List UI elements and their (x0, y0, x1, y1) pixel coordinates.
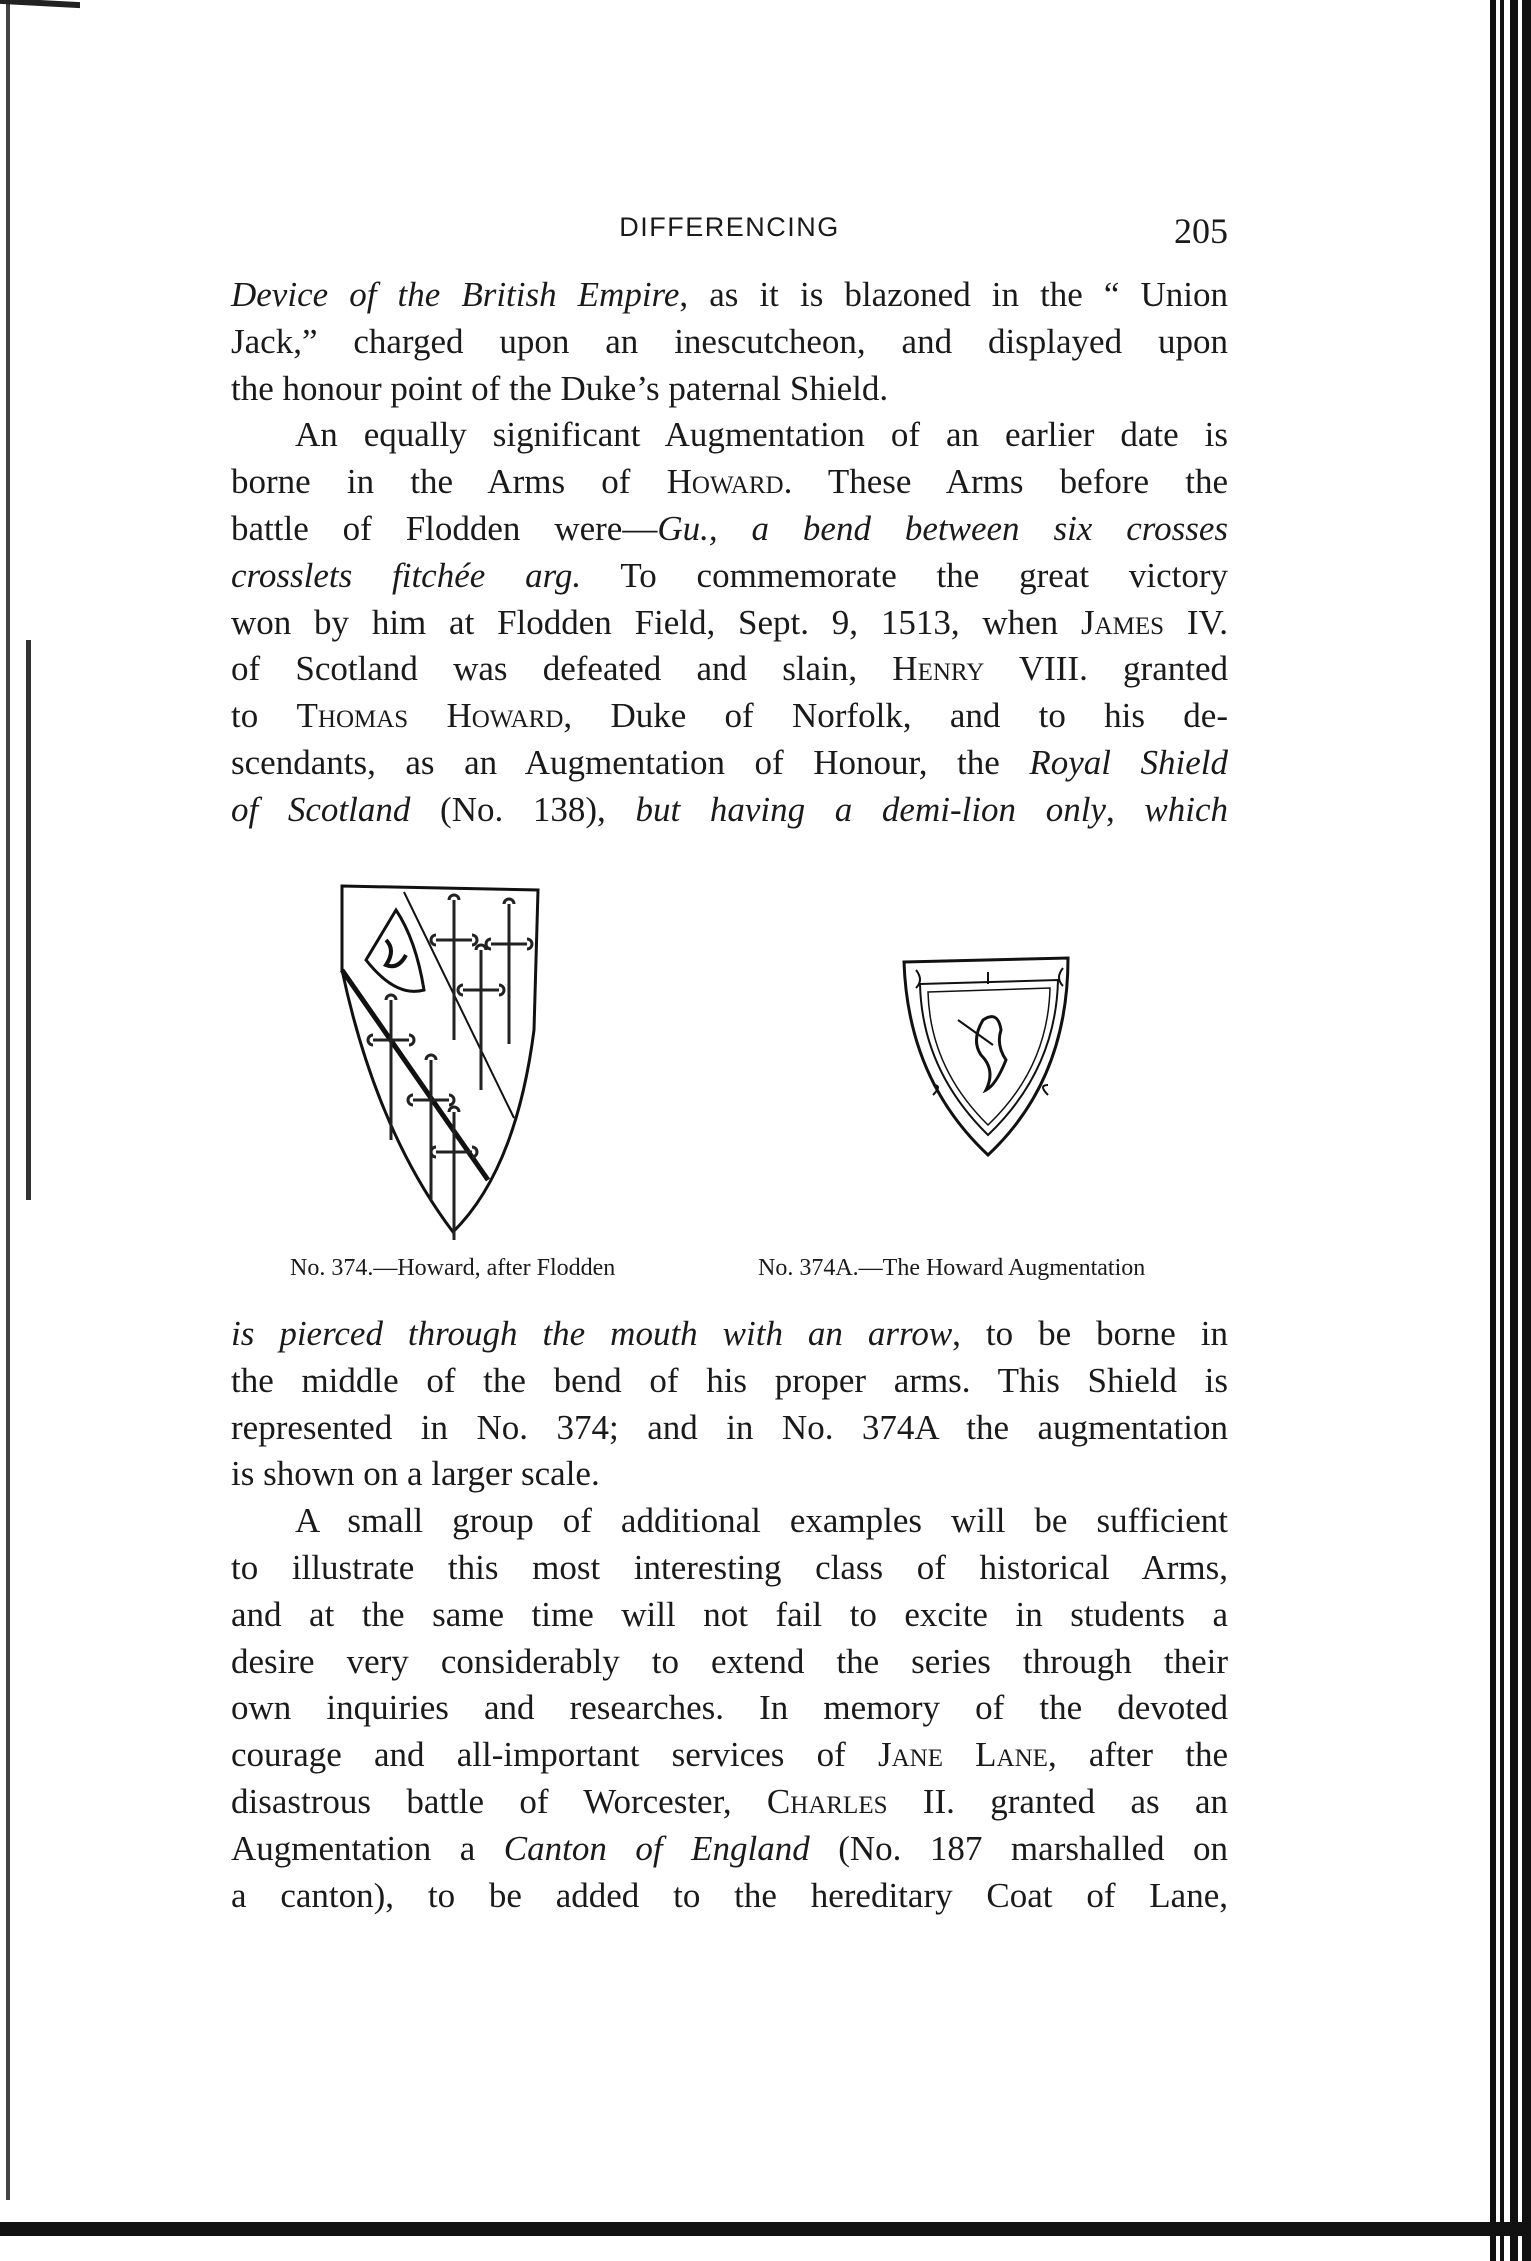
italic-text: Royal Shield (1029, 742, 1228, 782)
running-head-title: DIFFERENCING (619, 212, 840, 242)
text-line (231, 366, 1228, 413)
text-run: VIII. granted (984, 649, 1228, 689)
text-line (231, 1545, 1228, 1592)
text-run: II. granted as an (887, 1781, 1229, 1821)
text-run: To commemorate the great victory (581, 555, 1228, 595)
text-run: (No. 187 marshalled on (809, 1828, 1228, 1868)
small-caps-name: James (1080, 602, 1165, 642)
text-run: . These Arms before the (783, 462, 1228, 502)
right-page-edge (1510, 0, 1518, 2261)
paragraph-block-bottom (231, 1311, 1228, 1919)
text-run: own inquiries and researches. In memory of the devoted (231, 1688, 1228, 1728)
text-run: of Scotland was defeated and slain, (231, 649, 893, 689)
text-line (231, 1685, 1228, 1732)
small-caps-name: Charles (766, 1781, 888, 1821)
text-run: won by him at Flodden Field, Sept. 9, 1513, when (231, 602, 1081, 642)
text-line (231, 1873, 1228, 1920)
page-number: 205 (1174, 211, 1228, 251)
text-run: a canton), to be added to the hereditary Coat of Lane, (231, 1875, 1228, 1915)
figure-caption-374: No. 374.—Howard, after Flodden (290, 1255, 616, 1281)
text-run: disastrous battle of Worcester, (231, 1781, 767, 1821)
text-line (231, 1358, 1228, 1405)
right-page-edge (1500, 0, 1504, 2261)
text-line (231, 553, 1228, 600)
text-run: to (231, 696, 297, 736)
left-binding-shadow (26, 640, 31, 1200)
text-run: , after the (1047, 1735, 1228, 1775)
text-run: (No. 138), (410, 789, 636, 829)
text-run: , (1105, 789, 1145, 829)
text-run: , as it is blazoned in the “ Union (679, 275, 1228, 314)
text-line (231, 646, 1228, 693)
small-caps-name: Thomas Howard (296, 696, 564, 736)
text-run: the honour point of the Duke’s paternal Shield. (231, 368, 889, 408)
italic-text: Device of the British Empire (231, 275, 680, 314)
italic-text: but having a demi-lion only (635, 789, 1106, 829)
text-run: borne in the Arms of (231, 462, 667, 502)
text-line (231, 1592, 1228, 1639)
italic-text: which (1144, 789, 1229, 829)
text-line (231, 1405, 1228, 1452)
text-run: is shown on a larger scale. (231, 1454, 600, 1494)
text-line (231, 506, 1228, 553)
text-line (231, 740, 1228, 787)
running-head (231, 210, 1228, 250)
text-run: , to be borne in (952, 1314, 1228, 1353)
italic-text: Canton of England (503, 1828, 810, 1868)
text-line (231, 600, 1228, 647)
text-line (231, 412, 1228, 459)
text-run: courage and all-important services of (231, 1735, 878, 1775)
small-caps-name: Henry (892, 649, 985, 689)
text-line (231, 1311, 1228, 1358)
italic-text: crosslets fitchée arg. (231, 555, 582, 595)
howard-shield-figure (336, 880, 656, 1240)
text-line (231, 1639, 1228, 1686)
text-run: Jack,” charged upon an inescutcheon, and displayed upon (231, 321, 1228, 361)
text-run: battle of Flodden were— (231, 508, 658, 548)
text-line (231, 693, 1228, 740)
text-line (231, 1498, 1228, 1545)
text-line (231, 459, 1228, 506)
text-line (231, 272, 1228, 319)
howard-augmentation-figure (898, 950, 1083, 1165)
text-run: An equally significant Augmentation of an earlier date is (295, 415, 1228, 455)
small-caps-name: Jane Lane (877, 1735, 1048, 1775)
figure-caption-374a: No. 374A.—The Howard Augmentation (758, 1255, 1146, 1281)
paragraph-block-top (231, 272, 1228, 834)
text-run: A small group of additional examples will be sufficient (295, 1501, 1228, 1541)
page-edge-mark (0, 0, 80, 8)
italic-text: is pierced through the mouth with an arrow (231, 1314, 953, 1353)
left-page-edge (6, 0, 10, 2200)
text-run: Augmentation a (231, 1828, 504, 1868)
text-line (231, 1732, 1228, 1779)
small-caps-name: Howard (666, 462, 784, 502)
text-run: scendants, as an Augmentation of Honour, the (231, 742, 1030, 782)
text-line (231, 1451, 1228, 1498)
text-run: desire very considerably to extend the series through their (231, 1641, 1228, 1681)
italic-text: of Scotland (231, 789, 411, 829)
text-run: IV. (1164, 602, 1228, 642)
text-run: to illustrate this most interesting class of historical Arms, (231, 1547, 1228, 1587)
text-run: represented in No. 374; and in No. 374A the augmentation (231, 1407, 1228, 1447)
text-line (231, 1826, 1228, 1873)
italic-text: Gu., a bend between six crosses (657, 508, 1228, 548)
text-run: the middle of the bend of his proper arms. This Shield is (231, 1360, 1228, 1400)
right-page-edge (1522, 0, 1531, 2261)
text-run: , Duke of Norfolk, and to his de- (563, 696, 1228, 736)
text-line (231, 319, 1228, 366)
right-page-edge (1490, 0, 1496, 2261)
bottom-page-edge (0, 2222, 1531, 2236)
text-line (231, 1779, 1228, 1826)
text-run: and at the same time will not fail to excite in students a (231, 1594, 1228, 1634)
text-line (231, 787, 1228, 834)
